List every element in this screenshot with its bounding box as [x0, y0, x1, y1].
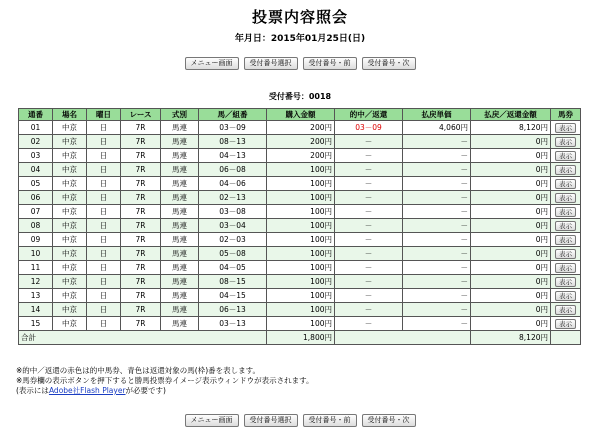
cell-day: 日: [87, 191, 121, 205]
table-row: [19, 177, 581, 191]
cell-number: 03: [19, 149, 53, 163]
cell-race: 7R: [121, 219, 161, 233]
column-header: 場名: [53, 109, 87, 121]
cell-race: 7R: [121, 261, 161, 275]
cell-hit: 03－09: [335, 121, 403, 135]
page-title: 投票内容照会: [251, 8, 348, 26]
receipt-number: 受付番号：0018: [268, 92, 332, 101]
cell-hit: －: [335, 149, 403, 163]
note-hit-color: ※的中／返還の赤色は的中馬券、青色は返還対象の馬(枠)番を表します。: [16, 366, 261, 375]
cell-payout: 0円: [471, 149, 551, 163]
show-ticket-button[interactable]: 表示: [555, 249, 576, 259]
cell-payout: 0円: [471, 275, 551, 289]
cell-hit: －: [335, 191, 403, 205]
receipt-select-button[interactable]: 受付番号選択: [244, 57, 298, 70]
receipt-select-button[interactable]: 受付番号選択: [244, 414, 298, 427]
cell-unit-payout: －: [403, 205, 471, 219]
cell-unit-payout: －: [403, 303, 471, 317]
total-empty: [335, 331, 471, 345]
cell-race: 7R: [121, 135, 161, 149]
show-ticket-button[interactable]: 表示: [555, 277, 576, 287]
cell-race: 7R: [121, 275, 161, 289]
cell-race: 7R: [121, 149, 161, 163]
receipt-prev-button[interactable]: 受付番号・前: [303, 57, 357, 70]
column-header: 払戻／返還金額: [471, 109, 551, 121]
table-row: [19, 317, 581, 331]
note-flash: [16, 386, 314, 396]
cell-race: 7R: [121, 205, 161, 219]
cell-hit: －: [335, 163, 403, 177]
cell-amount: 100円: [267, 317, 335, 331]
cell-amount: 200円: [267, 135, 335, 149]
cell-ticket: [551, 247, 581, 261]
cell-combination: 03－09: [199, 121, 267, 135]
cell-amount: 100円: [267, 191, 335, 205]
cell-day: 日: [87, 163, 121, 177]
cell-race: 7R: [121, 317, 161, 331]
cell-ticket: [551, 261, 581, 275]
menu-button[interactable]: メニュー画面: [185, 57, 239, 70]
top-button-bar: [0, 57, 600, 70]
cell-number: 01: [19, 121, 53, 135]
cell-race: 7R: [121, 233, 161, 247]
cell-ticket: [551, 289, 581, 303]
cell-bet-type: 馬連: [161, 177, 199, 191]
cell-bet-type: 馬連: [161, 135, 199, 149]
cell-combination: 04－05: [199, 261, 267, 275]
cell-day: 日: [87, 149, 121, 163]
cell-unit-payout: －: [403, 219, 471, 233]
cell-ticket: [551, 219, 581, 233]
cell-payout: 8,120円: [471, 121, 551, 135]
column-header: 的中／返還: [335, 109, 403, 121]
cell-race: 7R: [121, 121, 161, 135]
cell-number: 04: [19, 163, 53, 177]
table-row: [19, 289, 581, 303]
cell-unit-payout: －: [403, 177, 471, 191]
cell-number: 07: [19, 205, 53, 219]
cell-combination: 03－13: [199, 317, 267, 331]
cell-number: 15: [19, 317, 53, 331]
note-show-button: ※馬券欄の表示ボタンを押下すると勝馬投票券イメージ表示ウィンドウが表示されます。: [16, 376, 314, 385]
total-label: 合計: [19, 331, 267, 345]
table-row: [19, 233, 581, 247]
cell-number: 13: [19, 289, 53, 303]
cell-unit-payout: －: [403, 135, 471, 149]
cell-hit: －: [335, 261, 403, 275]
cell-hit: －: [335, 247, 403, 261]
cell-bet-type: 馬連: [161, 303, 199, 317]
cell-bet-type: 馬連: [161, 289, 199, 303]
cell-hit: －: [335, 233, 403, 247]
cell-amount: 100円: [267, 303, 335, 317]
date-label: 年月日：2015年01月25日(日): [234, 34, 366, 44]
cell-amount: 100円: [267, 261, 335, 275]
cell-bet-type: 馬連: [161, 233, 199, 247]
cell-payout: 0円: [471, 303, 551, 317]
cell-payout: 0円: [471, 317, 551, 331]
cell-venue: 中京: [53, 261, 87, 275]
total-row: [19, 331, 581, 345]
cell-combination: 04－06: [199, 177, 267, 191]
cell-combination: 03－08: [199, 205, 267, 219]
cell-unit-payout: 4,060円: [403, 121, 471, 135]
cell-venue: 中京: [53, 219, 87, 233]
column-header: レース: [121, 109, 161, 121]
receipt-next-button[interactable]: 受付番号・次: [362, 57, 416, 70]
cell-venue: 中京: [53, 121, 87, 135]
cell-ticket: [551, 177, 581, 191]
cell-payout: 0円: [471, 191, 551, 205]
cell-hit: －: [335, 317, 403, 331]
cell-day: 日: [87, 317, 121, 331]
cell-combination: 06－13: [199, 303, 267, 317]
flash-player-link[interactable]: Adobe社Flash Player: [48, 386, 126, 395]
cell-combination: 08－13: [199, 135, 267, 149]
notes: [16, 366, 314, 396]
cell-race: 7R: [121, 191, 161, 205]
show-ticket-button[interactable]: 表示: [555, 319, 576, 329]
cell-day: 日: [87, 289, 121, 303]
cell-ticket: [551, 233, 581, 247]
cell-day: 日: [87, 261, 121, 275]
cell-hit: －: [335, 177, 403, 191]
receipt-next-button[interactable]: 受付番号・次: [362, 414, 416, 427]
show-ticket-button[interactable]: 表示: [555, 291, 576, 301]
show-ticket-button[interactable]: 表示: [555, 235, 576, 245]
cell-day: 日: [87, 247, 121, 261]
cell-bet-type: 馬連: [161, 191, 199, 205]
menu-button[interactable]: メニュー画面: [185, 414, 239, 427]
show-ticket-button[interactable]: 表示: [555, 137, 576, 147]
cell-number: 11: [19, 261, 53, 275]
cell-day: 日: [87, 275, 121, 289]
cell-day: 日: [87, 219, 121, 233]
cell-ticket: [551, 205, 581, 219]
cell-ticket: [551, 135, 581, 149]
cell-hit: －: [335, 289, 403, 303]
cell-ticket: [551, 303, 581, 317]
cell-payout: 0円: [471, 177, 551, 191]
cell-combination: 05－08: [199, 247, 267, 261]
cell-combination: 04－13: [199, 149, 267, 163]
cell-combination: 02－03: [199, 233, 267, 247]
cell-hit: －: [335, 205, 403, 219]
cell-ticket: [551, 163, 581, 177]
total-empty: [551, 331, 581, 345]
cell-bet-type: 馬連: [161, 275, 199, 289]
column-header: 払戻単価: [403, 109, 471, 121]
cell-day: 日: [87, 135, 121, 149]
table-row: [19, 261, 581, 275]
table-header-row: [19, 109, 581, 121]
cell-ticket: [551, 275, 581, 289]
table-row: [19, 191, 581, 205]
cell-bet-type: 馬連: [161, 205, 199, 219]
cell-payout: 0円: [471, 135, 551, 149]
cell-amount: 100円: [267, 233, 335, 247]
cell-venue: 中京: [53, 289, 87, 303]
cell-amount: 100円: [267, 163, 335, 177]
cell-combination: 04－15: [199, 289, 267, 303]
show-ticket-button[interactable]: 表示: [555, 263, 576, 273]
bet-table: [18, 108, 581, 345]
cell-unit-payout: －: [403, 233, 471, 247]
table-row: [19, 219, 581, 233]
cell-amount: 100円: [267, 177, 335, 191]
cell-race: 7R: [121, 247, 161, 261]
cell-number: 09: [19, 233, 53, 247]
show-ticket-button[interactable]: 表示: [555, 165, 576, 175]
cell-number: 05: [19, 177, 53, 191]
cell-race: 7R: [121, 289, 161, 303]
cell-ticket: [551, 121, 581, 135]
cell-race: 7R: [121, 303, 161, 317]
table-row: [19, 275, 581, 289]
total-amount: 1,800円: [267, 331, 335, 345]
column-header: 曜日: [87, 109, 121, 121]
column-header: 馬券: [551, 109, 581, 121]
cell-ticket: [551, 191, 581, 205]
cell-bet-type: 馬連: [161, 149, 199, 163]
cell-unit-payout: －: [403, 149, 471, 163]
table-row: [19, 205, 581, 219]
cell-unit-payout: －: [403, 261, 471, 275]
table-row: [19, 303, 581, 317]
column-header: 式別: [161, 109, 199, 121]
show-ticket-button[interactable]: 表示: [555, 207, 576, 217]
cell-number: 02: [19, 135, 53, 149]
cell-payout: 0円: [471, 261, 551, 275]
cell-hit: －: [335, 303, 403, 317]
cell-bet-type: 馬連: [161, 121, 199, 135]
cell-payout: 0円: [471, 289, 551, 303]
cell-unit-payout: －: [403, 289, 471, 303]
show-ticket-button[interactable]: 表示: [555, 221, 576, 231]
cell-hit: －: [335, 275, 403, 289]
cell-venue: 中京: [53, 303, 87, 317]
column-header: 通番: [19, 109, 53, 121]
cell-day: 日: [87, 205, 121, 219]
show-ticket-button[interactable]: 表示: [555, 179, 576, 189]
cell-payout: 0円: [471, 163, 551, 177]
cell-venue: 中京: [53, 191, 87, 205]
cell-amount: 100円: [267, 289, 335, 303]
show-ticket-button[interactable]: 表示: [555, 305, 576, 315]
cell-venue: 中京: [53, 233, 87, 247]
show-ticket-button[interactable]: 表示: [555, 151, 576, 161]
cell-venue: 中京: [53, 163, 87, 177]
cell-bet-type: 馬連: [161, 247, 199, 261]
cell-ticket: [551, 149, 581, 163]
cell-day: 日: [87, 177, 121, 191]
column-header: 購入金額: [267, 109, 335, 121]
cell-bet-type: 馬連: [161, 261, 199, 275]
cell-day: 日: [87, 303, 121, 317]
cell-number: 08: [19, 219, 53, 233]
cell-unit-payout: －: [403, 317, 471, 331]
cell-number: 10: [19, 247, 53, 261]
cell-hit: －: [335, 219, 403, 233]
cell-race: 7R: [121, 177, 161, 191]
cell-combination: 08－15: [199, 275, 267, 289]
cell-unit-payout: －: [403, 247, 471, 261]
cell-payout: 0円: [471, 205, 551, 219]
cell-venue: 中京: [53, 135, 87, 149]
cell-day: 日: [87, 121, 121, 135]
note-flash-post: が必要です): [125, 386, 166, 395]
cell-amount: 100円: [267, 219, 335, 233]
table-row: [19, 163, 581, 177]
cell-amount: 100円: [267, 205, 335, 219]
cell-payout: 0円: [471, 233, 551, 247]
cell-unit-payout: －: [403, 163, 471, 177]
table-row: [19, 247, 581, 261]
cell-number: 14: [19, 303, 53, 317]
note-flash-pre: (表示には: [16, 386, 49, 395]
cell-amount: 100円: [267, 275, 335, 289]
cell-venue: 中京: [53, 275, 87, 289]
table-row: [19, 121, 581, 135]
cell-unit-payout: －: [403, 191, 471, 205]
cell-payout: 0円: [471, 247, 551, 261]
cell-race: 7R: [121, 163, 161, 177]
cell-venue: 中京: [53, 205, 87, 219]
receipt-prev-button[interactable]: 受付番号・前: [303, 414, 357, 427]
column-header: 馬／組番: [199, 109, 267, 121]
cell-combination: 03－04: [199, 219, 267, 233]
total-payout: 8,120円: [471, 331, 551, 345]
cell-ticket: [551, 317, 581, 331]
cell-venue: 中京: [53, 317, 87, 331]
cell-amount: 100円: [267, 247, 335, 261]
bottom-button-bar: [0, 414, 600, 427]
cell-venue: 中京: [53, 247, 87, 261]
table-row: [19, 149, 581, 163]
cell-bet-type: 馬連: [161, 317, 199, 331]
show-ticket-button[interactable]: 表示: [555, 193, 576, 203]
cell-bet-type: 馬連: [161, 219, 199, 233]
cell-payout: 0円: [471, 219, 551, 233]
cell-day: 日: [87, 233, 121, 247]
cell-unit-payout: －: [403, 275, 471, 289]
table-row: [19, 135, 581, 149]
cell-combination: 02－13: [199, 191, 267, 205]
cell-bet-type: 馬連: [161, 163, 199, 177]
cell-number: 06: [19, 191, 53, 205]
cell-venue: 中京: [53, 177, 87, 191]
show-ticket-button[interactable]: 表示: [555, 123, 576, 133]
cell-hit: －: [335, 135, 403, 149]
cell-venue: 中京: [53, 149, 87, 163]
cell-amount: 200円: [267, 149, 335, 163]
cell-number: 12: [19, 275, 53, 289]
cell-combination: 06－08: [199, 163, 267, 177]
cell-amount: 200円: [267, 121, 335, 135]
